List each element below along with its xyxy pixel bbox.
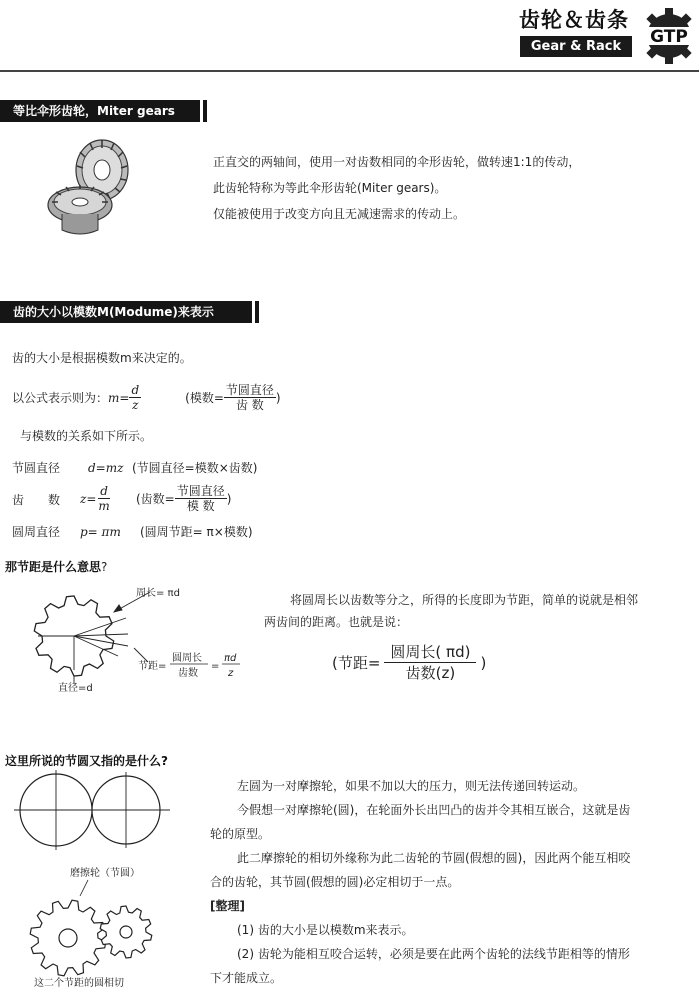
gear-hole [120,926,132,938]
module-relation: 与模数的关系如下所示。 [20,429,153,443]
gtp-logo [640,8,698,64]
formula-fraction [129,383,141,412]
pitch-heading-q: ? [101,560,108,574]
module-intro: 齿的大小是根据模数m来决定的。 [12,351,192,365]
header-subtitle: Gear & Rack [520,36,632,57]
teeth-lhs: z= [80,491,97,506]
fig-pitch-den2: z [228,668,234,679]
summary-item-2: (2) 齿轮为能相互咬合运转，必须是要在此两个齿轮的法线节距相等的情形 [237,947,630,961]
pitch-text-1: 将圆周长以齿数等分之，所得的长度即为节距，简单的说就是相邻 [290,593,639,607]
formula-prefix: 以公式表示则为： [12,390,109,405]
section-bar-end [255,301,259,323]
section-bar-miter-gears: 等比伞形齿轮，Miter gears [0,100,200,122]
gear-hole [59,929,77,947]
row-teeth-label: 齿 数 [12,493,61,507]
teeth-desc-num: 节圆直径 [176,484,225,498]
pitch-diagram [30,578,260,698]
fig-circumference-label: 周长= πd [136,588,180,599]
teeth-num: d [100,484,108,498]
fig-pitch-eq: = [211,661,220,672]
pitch-circle-para-4: 此二摩擦轮的相切外缘称为此二齿轮的节圆(假想的圆)，因此两个能互相咬 [237,851,631,865]
summary-item-3: 下才能成立。 [210,971,283,985]
row-circular-expr: p= πm [80,525,121,539]
teeth-den: m [98,499,110,513]
pitch-heading-text: 那节距是什么意思 [5,560,102,574]
pitch-circle-para-2: 今假想一对摩擦轮(圆)，在轮面外长出凹凸的齿并令其相互嵌合，这就是齿 [237,803,631,817]
row-pitch-diameter-desc: (节圆直径=模数×齿数) [132,461,258,475]
pitch-circle-heading: 这里所说的节圆又指的是什么? [5,754,168,768]
big-fraction [384,642,476,683]
miter-gears-image [40,130,140,240]
fig-pitch-den: 齿数 [178,668,198,679]
big-num: 圆周长( πd) [384,642,476,663]
summary-title: [整理] [210,899,245,913]
pitch-circle-para-1: 左圆为一对摩擦轮，如果不加以大的压力，则无法传递回转运动。 [237,779,586,793]
pitch-text-2: 两齿间的距离。也就是说： [264,615,409,629]
big-open: (节距= [332,654,381,672]
teeth-desc-close: ) [226,491,232,506]
section1-line-1: 正直交的两轴间，使用一对齿数相同的伞形齿轮，做转速1:1的传动， [213,155,581,169]
fig-tangent-label: 这二个节距的圆相切 [34,978,124,989]
fig-pitch-num: 圆周长 [172,653,202,664]
fig-diameter-label: 直径=d [58,683,93,694]
paren-den: 齿 数 [235,398,264,412]
section-bar-module: 齿的大小以模数M(Modume)来表示 [0,301,252,323]
pitch-circle-diagram [10,770,190,992]
paren-num: 节圆直径 [225,383,274,397]
big-den: 齿数(z) [405,664,456,682]
fig-pitch-lhs: 节距= [138,661,167,672]
section1-line-2: 此齿轮特称为等此伞形齿轮(Miter gears)。 [213,181,447,195]
row-pitch-diameter-label: 节圆直径 [12,461,61,475]
logo-text: GTP [650,27,688,47]
formula-paren-fraction [224,383,276,412]
row-teeth-expr [80,484,112,513]
teeth-desc-fraction [175,484,227,513]
row-teeth-desc [136,484,231,513]
teeth-desc-den: 模 数 [186,499,215,513]
row-pitch-diameter-expr: d=mz [88,461,124,475]
formula-lhs: m= [108,390,130,405]
module-formula [12,383,281,412]
section1-line-3: 仅能被使用于改变方向且无减速需求的传动上。 [213,207,466,221]
teeth-desc-open: (齿数= [136,491,175,506]
pitch-heading [5,559,107,575]
summary-item-1: (1) 齿的大小是以模数m来表示。 [237,923,414,937]
header-rule [0,70,699,72]
formula-paren-open: (模数= [185,390,224,405]
formula-den: z [132,398,139,412]
pitch-big-formula [332,642,486,683]
teeth-fraction [96,484,111,513]
row-circular-desc: (圆周节距= π×模数) [140,525,253,539]
pitch-circle-para-5: 合的齿轮，其节圆(假想的圆)必定相切于一点。 [210,875,460,889]
big-close: ) [480,653,487,672]
formula-num: d [131,383,140,397]
row-circular-label: 圆周直径 [12,525,61,539]
fig-pitch-num2: πd [224,653,237,664]
formula-paren-close: ) [275,390,281,405]
header-title: 齿轮＆齿条 [519,8,629,32]
pitch-circle-para-3: 轮的原型。 [210,827,271,841]
fig-friction-label: 磨擦轮（节圆） [70,868,140,879]
section-bar-end [203,100,207,122]
